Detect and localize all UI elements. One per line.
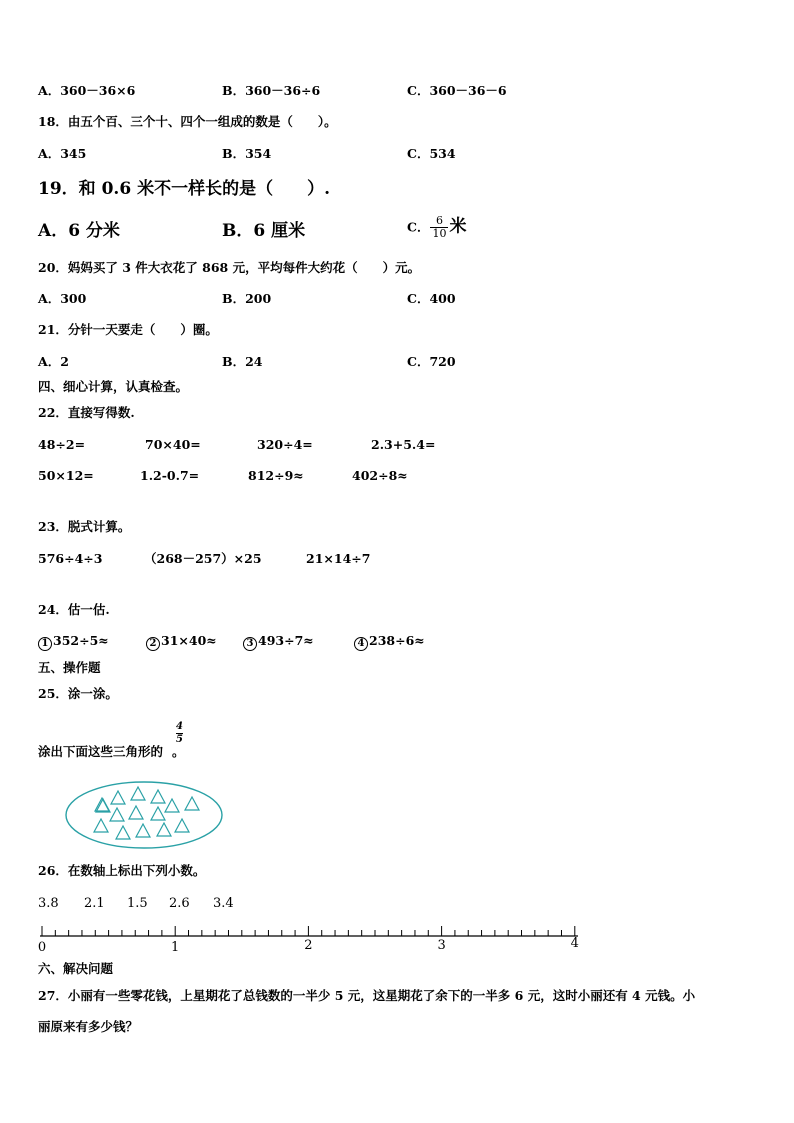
q19-option-c-prefix: C． [407,219,430,235]
q23-item: （268－257）×25 [144,551,262,566]
triangle-ellipse-figure [64,780,224,850]
q22-item: 50×12= [38,468,94,483]
axis-label: 1 [171,940,180,955]
q19-option-a: A．6 分米 [38,221,120,241]
q24-item [146,635,217,651]
q20-option-b: B．200 [222,291,272,306]
q20-option-a: A．300 [38,291,87,306]
q22-item: 1.2-0.7= [140,468,200,483]
triangle-shape [151,790,165,803]
triangle-shape [94,819,108,832]
q24-item-text: 493÷7≈ [258,633,314,648]
axis-label: 3 [437,938,446,953]
fraction-denominator: 10 [432,226,447,240]
q26-decimal: 3.4 [213,896,234,911]
q25-instruction [38,746,185,759]
q18-option-b: B．354 [222,146,272,161]
ellipse-outline [66,782,222,848]
q20-text: 20．妈妈买了 3 件大衣花了 868 元，平均每件大约花（ ）元。 [38,260,421,275]
q24-item [354,635,425,651]
number-line [30,918,590,958]
q21-text: 21．分针一天要走（ ）圈。 [38,322,218,337]
triangle-shape [165,799,179,812]
fraction-denominator: 5 [176,734,183,745]
q26-text: 26．在数轴上标出下列小数。 [38,863,206,878]
q24-item [38,635,109,651]
q23-item: 21×14÷7 [306,551,371,566]
q22-item: 70×40= [145,437,201,452]
q22-item: 402÷8≈ [352,468,408,483]
triangle-shape [111,791,125,804]
q27-line-1: 27．小丽有一些零花钱，上星期花了总钱数的一半少 5 元，这星期花了余下的一半多 6 元，这时小丽还有 4 元钱。小 [38,988,696,1003]
q25-instruction-text: 涂出下面这些三角形的 [38,744,164,759]
q19-text: 19．和 0.6 米不一样长的是（ ）. [38,179,330,199]
q22-item: 812÷9≈ [248,468,304,483]
q26-decimal: 3.8 [38,896,59,911]
q19-option-b: B．6 厘米 [222,221,306,241]
q19-option-c-fraction [430,215,448,239]
q18-option-a: A．345 [38,146,87,161]
triangle-shape [136,824,150,837]
q26-decimal: 2.6 [169,896,190,911]
triangle-shape [116,826,130,839]
q24-item-text: 238÷6≈ [369,633,425,648]
q17-option-b: B．360－36÷6 [222,83,321,98]
triangle-shape [110,808,124,821]
triangle-shape [157,823,171,836]
triangle-shape [185,797,199,810]
q17-option-c: C．360－36－6 [407,83,507,98]
q20-option-c: C．400 [407,291,456,306]
section-5-title: 五、操作题 [38,660,101,675]
section-6-title: 六、解决问题 [38,961,114,976]
q24-item-text: 31×40≈ [161,633,217,648]
triangle-shape [175,819,189,832]
q25-text: 25．涂一涂。 [38,686,118,701]
circled-number: 3 [243,637,257,651]
q18-text: 18．由五个百、三个十、四个一组成的数是（ ）。 [38,114,337,129]
section-4-title: 四、细心计算，认真检查。 [38,379,189,394]
q19-option-c [407,215,466,239]
q24-text: 24．估一估. [38,602,110,617]
q22-item: 2.3+5.4= [371,437,436,452]
q21-option-b: B．24 [222,354,263,369]
q21-option-c: C．720 [407,354,456,369]
q23-item: 576÷4÷3 [38,551,103,566]
q22-item: 48÷2= [38,437,86,452]
axis-label: 0 [37,940,47,955]
fraction-numerator: 6 [430,215,448,228]
circled-number: 4 [354,637,368,651]
q26-decimal: 2.1 [84,896,105,911]
q17-option-a: A．360－36×6 [38,83,136,98]
triangle-shape [131,787,145,800]
q25-fraction [176,722,183,745]
circled-number: 1 [38,637,52,651]
triangle-shape [151,807,165,820]
q21-option-a: A．2 [38,354,69,369]
q19-option-c-unit: 米 [449,216,467,237]
axis-label: 2 [304,938,313,953]
q24-item [243,635,314,651]
q23-text: 23．脱式计算。 [38,519,131,534]
q24-item-text: 352÷5≈ [53,633,109,648]
q22-item: 320÷4= [257,437,313,452]
circled-number: 2 [146,637,160,651]
q18-option-c: C．534 [407,146,456,161]
axis-label: 4 [570,936,579,951]
q27-line-2: 丽原来有多少钱？ [38,1019,139,1034]
q22-text: 22．直接写得数. [38,405,135,420]
q25-instruction-end: 。 [172,744,185,759]
triangle-shape [129,806,143,819]
q26-decimal: 1.5 [127,896,148,911]
fraction-numerator: 4 [176,721,183,732]
